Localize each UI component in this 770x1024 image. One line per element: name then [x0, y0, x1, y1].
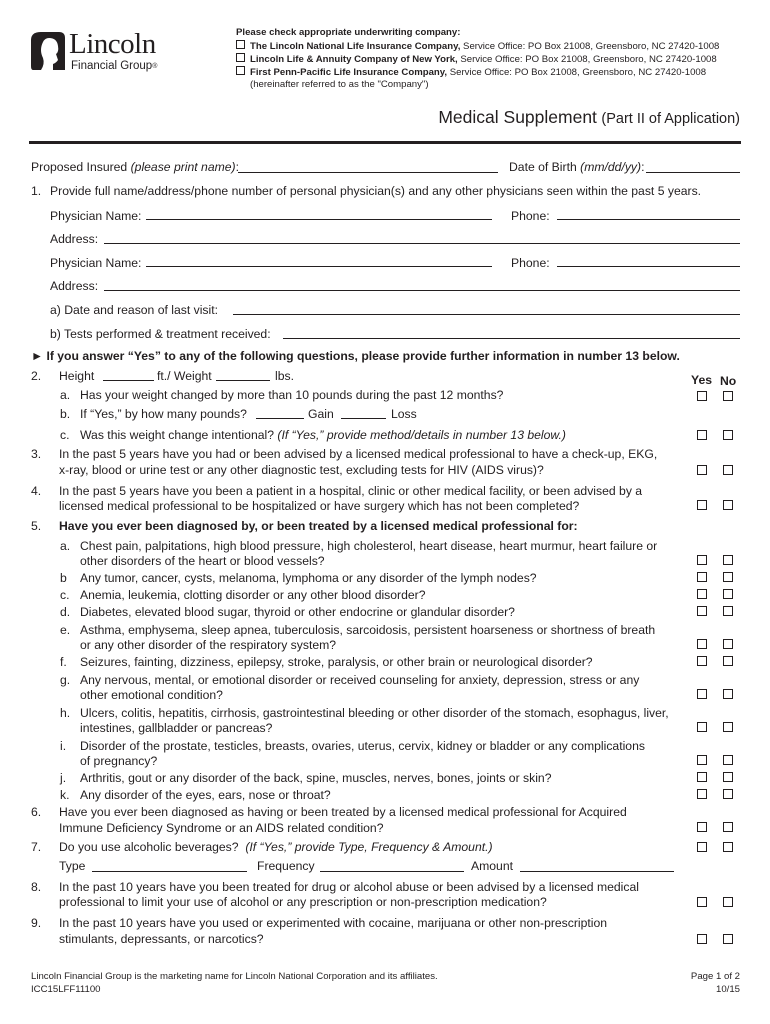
- address-field-2[interactable]: [104, 290, 740, 291]
- q2b-letter: b.: [60, 407, 71, 421]
- q5b-text: Any tumor, cancer, cysts, melanoma, lymphoma or any disorder of the lymph nodes?: [80, 571, 537, 585]
- q5d-text: Diabetes, elevated blood sugar, thyroid or other endocrine or glandular disorder?: [80, 605, 515, 619]
- q5g-letter: g.: [60, 673, 71, 687]
- q5d-yes-checkbox[interactable]: [697, 606, 707, 616]
- q5h-yes-checkbox[interactable]: [697, 722, 707, 732]
- q5i-letter: i.: [60, 739, 67, 753]
- q8-text-line2: professional to limit your use of alcohol or any prescription or non-prescription medication?: [59, 895, 547, 909]
- q5e-text-line2: or any other disorder of the respiratory system?: [80, 638, 337, 652]
- q5-number: 5.: [31, 519, 42, 533]
- q5e-no-checkbox[interactable]: [723, 639, 733, 649]
- q5h-no-checkbox[interactable]: [723, 722, 733, 732]
- yes-header: Yes: [691, 373, 713, 387]
- q5a-yes-checkbox[interactable]: [697, 555, 707, 565]
- q5a-text-line1: Chest pain, palpitations, high blood pressure, high cholesterol, heart disease, heart murmur, heart failure or: [80, 539, 658, 553]
- q2a-no-checkbox[interactable]: [723, 391, 733, 401]
- q5j-letter: j.: [60, 771, 67, 785]
- q5f-yes-checkbox[interactable]: [697, 656, 707, 666]
- physician-name-field-2[interactable]: [146, 266, 492, 267]
- footer-disclaimer: Lincoln Financial Group is the marketing name for Lincoln National Corporation and its affiliates.: [31, 971, 438, 982]
- q5-text: Have you ever been diagnosed by, or been treated by a licensed medical professional for:: [59, 519, 578, 533]
- q5c-text: Anemia, leukemia, clotting disorder or any other blood disorder?: [80, 588, 426, 602]
- q3-no-checkbox[interactable]: [723, 465, 733, 475]
- form-date: 10/15: [715, 984, 740, 995]
- q5a-letter: a.: [60, 539, 71, 553]
- dob-label: [509, 159, 644, 175]
- q4-text-line2: licensed medical professional to be hospitalized or have surgery which has not been completed?: [59, 499, 580, 513]
- q5j-text: Arthritis, gout or any disorder of the back, spine, muscles, nerves, bones, joints or skin?: [80, 771, 552, 785]
- q2c-no-checkbox[interactable]: [723, 430, 733, 440]
- phone-label-2: Phone:: [511, 256, 550, 270]
- q5d-letter: d.: [60, 605, 71, 619]
- q5k-no-checkbox[interactable]: [723, 789, 733, 799]
- q9-yes-checkbox[interactable]: [697, 934, 707, 944]
- q6-number: 6.: [31, 805, 42, 819]
- physician-name-field-1[interactable]: [146, 219, 492, 220]
- lbs-label: lbs.: [275, 369, 294, 383]
- weight-label: ft./ Weight: [157, 369, 212, 383]
- page-title-main: Medical Supplement: [438, 107, 597, 127]
- q3-number: 3.: [31, 447, 42, 461]
- last-visit-field[interactable]: [233, 314, 740, 315]
- q5c-yes-checkbox[interactable]: [697, 589, 707, 599]
- phone-field-2[interactable]: [557, 266, 740, 267]
- q2a-letter: a.: [60, 388, 71, 402]
- company-office-2: Service Office: PO Box 21008, Greensboro, NC 27420-1008: [457, 54, 717, 65]
- q5j-no-checkbox[interactable]: [723, 772, 733, 782]
- q3-text-line1: In the past 5 years have you had or been advised by a licensed medical professional to have a check-up, EKG,: [59, 447, 658, 461]
- company-option-2[interactable]: [236, 53, 717, 66]
- phone-field-1[interactable]: [557, 219, 740, 220]
- loss-label: Loss: [391, 407, 417, 421]
- q8-number: 8.: [31, 880, 42, 894]
- weight-field[interactable]: [216, 380, 270, 381]
- q5k-yes-checkbox[interactable]: [697, 789, 707, 799]
- q1-number: 1.: [31, 184, 42, 198]
- q9-number: 9.: [31, 916, 42, 930]
- q5a-text-line2: other disorders of the heart or blood vessels?: [80, 554, 325, 568]
- page-title: [438, 107, 740, 128]
- q5e-letter: e.: [60, 623, 71, 637]
- dob-text: Date of Birth: [509, 160, 581, 174]
- q5g-yes-checkbox[interactable]: [697, 689, 707, 699]
- underwriting-heading: Please check appropriate underwriting company:: [236, 27, 461, 38]
- company-name-2: Lincoln Life & Annuity Company of New York,: [250, 54, 458, 65]
- q7-number: 7.: [31, 840, 42, 854]
- q2c-question: Was this weight change intentional?: [80, 428, 274, 442]
- dob-hint: (mm/dd/yy): [580, 160, 642, 174]
- company-name-1: The Lincoln National Life Insurance Company,: [250, 41, 461, 52]
- q5i-text-line2: of pregnancy?: [80, 754, 158, 768]
- page-title-sub: (Part II of Application): [601, 111, 740, 127]
- last-visit-label: a) Date and reason of last visit:: [50, 303, 219, 317]
- q2c-hint: (If “Yes,” provide method/details in number 13 below.): [277, 428, 566, 442]
- q6-no-checkbox[interactable]: [723, 822, 733, 832]
- q5k-text: Any disorder of the eyes, ears, nose or throat?: [80, 788, 331, 802]
- q7-hint: (If “Yes,” provide Type, Frequency & Amount.): [245, 840, 493, 854]
- q9-text-line1: In the past 10 years have you used or experimented with cocaine, marijuana or other non-prescription: [59, 916, 608, 930]
- q2a-text: Has your weight changed by more than 10 pounds during the past 12 months?: [80, 388, 504, 402]
- address-field-1[interactable]: [104, 243, 740, 244]
- logo-subtitle-text: Financial Group: [71, 60, 153, 72]
- q2-number: 2.: [31, 369, 42, 383]
- q6-text-line1: Have you ever been diagnosed as having or been treated by a licensed medical professional for Acquired: [59, 805, 627, 819]
- address-label-1: Address:: [50, 232, 99, 246]
- proposed-insured-hint: (please print name): [130, 160, 236, 174]
- q5k-letter: k.: [60, 788, 70, 802]
- amount-label: Amount: [471, 859, 514, 873]
- logo-registered: ®: [152, 63, 158, 70]
- lincoln-logo: [29, 28, 169, 76]
- company-option-3[interactable]: [236, 66, 706, 79]
- proposed-insured-label: [31, 159, 239, 175]
- tests-performed-field[interactable]: [283, 338, 740, 339]
- gain-label: Gain: [308, 407, 334, 421]
- physician-name-label-2: Physician Name:: [50, 256, 142, 270]
- type-field[interactable]: [92, 871, 247, 872]
- tests-performed-label: b) Tests performed & treatment received:: [50, 327, 271, 341]
- q5g-text-line2: other emotional condition?: [80, 688, 223, 702]
- company-note: (hereinafter referred to as the "Company"): [250, 79, 429, 90]
- q5j-yes-checkbox[interactable]: [697, 772, 707, 782]
- q9-text-line2: stimulants, depressants, or narcotics?: [59, 932, 264, 946]
- q3-yes-checkbox[interactable]: [697, 465, 707, 475]
- q5e-text-line1: Asthma, emphysema, sleep apnea, tuberculosis, sarcoidosis, persistent hoarseness or shortness of breath: [80, 623, 656, 637]
- q4-yes-checkbox[interactable]: [697, 500, 707, 510]
- proposed-insured-field[interactable]: [238, 172, 498, 173]
- q1-text: Provide full name/address/phone number of personal physician(s) and any other physicians seen within the past 5 years.: [50, 184, 702, 198]
- gain-field[interactable]: [341, 418, 386, 419]
- physician-name-label-1: Physician Name:: [50, 209, 142, 223]
- type-label: Type: [59, 859, 86, 873]
- amount-field[interactable]: [520, 871, 674, 872]
- q4-no-checkbox[interactable]: [723, 500, 733, 510]
- q5i-yes-checkbox[interactable]: [697, 755, 707, 765]
- company-name-3: First Penn-Pacific Life Insurance Company,: [250, 67, 448, 78]
- company-checkbox-3[interactable]: [236, 66, 245, 75]
- q5b-yes-checkbox[interactable]: [697, 572, 707, 582]
- lincoln-portrait-icon: [29, 30, 67, 72]
- q5f-text: Seizures, fainting, dizziness, epilepsy, stroke, paralysis, or other brain or neurological disorder?: [80, 655, 593, 669]
- q5h-text-line2: intestines, gallbladder or pancreas?: [80, 721, 273, 735]
- q7-text: [59, 839, 493, 855]
- q2c-yes-checkbox[interactable]: [697, 430, 707, 440]
- q5h-letter: h.: [60, 706, 71, 720]
- pounds-field[interactable]: [256, 418, 304, 419]
- q6-text-line2: Immune Deficiency Syndrome or an AIDS related condition?: [59, 821, 384, 835]
- q5f-no-checkbox[interactable]: [723, 656, 733, 666]
- q5i-text-line1: Disorder of the prostate, testicles, breasts, ovaries, uterus, cervix, kidney or bladder or any complications: [80, 739, 645, 753]
- q2b-text: If “Yes,” by how many pounds?: [80, 407, 247, 421]
- q8-no-checkbox[interactable]: [723, 897, 733, 907]
- frequency-label: Frequency: [257, 859, 315, 873]
- q5g-no-checkbox[interactable]: [723, 689, 733, 699]
- dob-field[interactable]: [646, 172, 740, 173]
- q7-yes-checkbox[interactable]: [697, 842, 707, 852]
- form-number: ICC15LFF11100: [31, 984, 101, 995]
- q4-text-line1: In the past 5 years have you been a patient in a hospital, clinic or other medical facility, or been advised by a: [59, 484, 643, 498]
- q5c-letter: c.: [60, 588, 70, 602]
- title-rule: [29, 141, 741, 144]
- q2c-text: [80, 427, 566, 443]
- q5i-no-checkbox[interactable]: [723, 755, 733, 765]
- q2a-yes-checkbox[interactable]: [697, 391, 707, 401]
- company-option-1[interactable]: [236, 40, 719, 53]
- q7-no-checkbox[interactable]: [723, 842, 733, 852]
- phone-label-1: Phone:: [511, 209, 550, 223]
- q5a-no-checkbox[interactable]: [723, 555, 733, 565]
- q6-yes-checkbox[interactable]: [697, 822, 707, 832]
- q8-text-line1: In the past 10 years have you been treated for drug or alcohol abuse or been advised by a licensed medical: [59, 880, 639, 894]
- q5b-letter: b: [60, 571, 67, 585]
- q2c-letter: c.: [60, 428, 70, 442]
- q5f-letter: f.: [60, 655, 67, 669]
- q8-yes-checkbox[interactable]: [697, 897, 707, 907]
- q4-number: 4.: [31, 484, 42, 498]
- q5b-no-checkbox[interactable]: [723, 572, 733, 582]
- q7-question: Do you use alcoholic beverages?: [59, 840, 239, 854]
- page-number: Page 1 of 2: [690, 971, 740, 982]
- company-office-1: Service Office: PO Box 21008, Greensboro, NC 27420-1008: [460, 41, 720, 52]
- company-checkbox-2[interactable]: [236, 53, 245, 62]
- no-header: No: [720, 374, 737, 388]
- proposed-insured-text: Proposed Insured: [31, 160, 131, 174]
- dob-colon: :: [641, 160, 645, 174]
- proposed-insured-colon: :: [235, 160, 239, 174]
- frequency-field[interactable]: [320, 871, 464, 872]
- q5g-text-line1: Any nervous, mental, or emotional disorder or received counseling for anxiety, depression, stress or any: [80, 673, 640, 687]
- address-label-2: Address:: [50, 279, 99, 293]
- instruction-text: ► If you answer “Yes” to any of the following questions, please provide further information in number 13 below.: [31, 349, 680, 363]
- q5e-yes-checkbox[interactable]: [697, 639, 707, 649]
- height-label: Height: [59, 369, 95, 383]
- company-office-3: Service Office: PO Box 21008, Greensboro, NC 27420-1008: [447, 67, 707, 78]
- height-field[interactable]: [103, 380, 154, 381]
- logo-name: Lincoln: [69, 28, 156, 60]
- company-checkbox-1[interactable]: [236, 40, 245, 49]
- q9-no-checkbox[interactable]: [723, 934, 733, 944]
- q5h-text-line1: Ulcers, colitis, hepatitis, cirrhosis, gastrointestinal bleeding or other disorder of the stomach, esophagus, liver,: [80, 706, 669, 720]
- logo-subtitle: [71, 60, 157, 73]
- q3-text-line2: x-ray, blood or urine test or any other diagnostic test, excluding tests for HIV (AIDS virus)?: [59, 463, 544, 477]
- q5d-no-checkbox[interactable]: [723, 606, 733, 616]
- q5c-no-checkbox[interactable]: [723, 589, 733, 599]
